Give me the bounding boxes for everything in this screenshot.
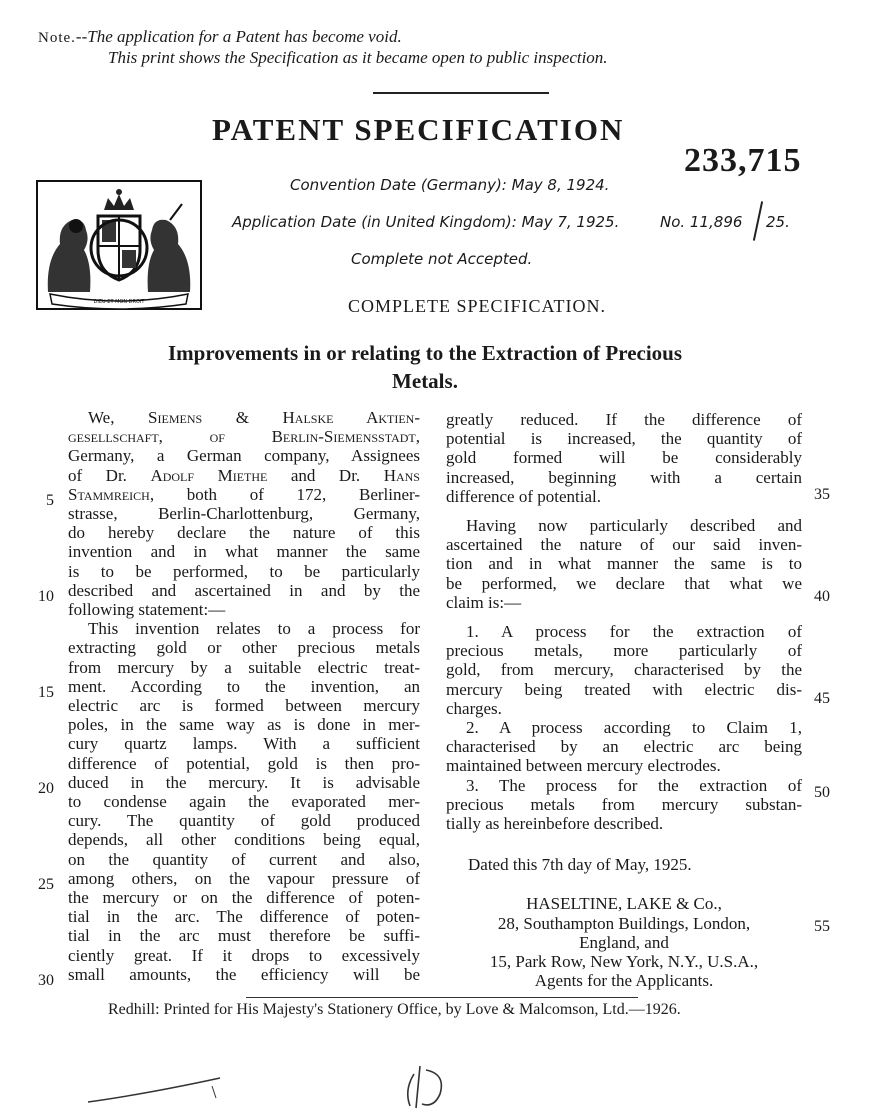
body-line: described and ascertained in and by the xyxy=(68,580,420,600)
royal-crest-icon xyxy=(36,180,202,310)
line-number: 25 xyxy=(38,876,54,893)
body-line: greatly reduced. If the difference of xyxy=(446,410,802,429)
body-line: to condense again the evaporated mer- xyxy=(68,792,420,812)
body-line: tial in the arc must therefore be suffi- xyxy=(68,926,420,946)
body-line: ascertained the nature of our said inven- xyxy=(446,535,802,555)
line-number: 5 xyxy=(46,492,54,509)
application-year: 25. xyxy=(766,213,790,231)
body-line: depends, all other conditions being equal, xyxy=(68,830,420,850)
body-line: from mercury by a suitable electric treat- xyxy=(68,657,420,677)
body-line: ment. According to the invention, an xyxy=(68,676,420,696)
line-number: 35 xyxy=(814,486,830,503)
line-number: 40 xyxy=(814,588,830,605)
body-line: claim is:— xyxy=(446,592,522,612)
note-label: Note. xyxy=(38,30,76,46)
body-line: potential is increased, the quantity of xyxy=(446,429,802,449)
void-note xyxy=(38,26,402,49)
invention-title-line-1: Improvements in or relating to the Extraction of Precious xyxy=(167,341,683,365)
body-line: among others, on the vapour pressure of xyxy=(68,868,420,888)
dated-line: Dated this 7th day of May, 1925. xyxy=(468,855,692,875)
invention-title xyxy=(60,339,790,395)
body-line: tial in the arc. The difference of poten- xyxy=(68,907,420,927)
line-number: 15 xyxy=(38,684,54,701)
claim-line: gold, from mercury, characterised by the xyxy=(446,660,802,680)
application-date: Application Date (in United Kingdom): May 7, 1925. xyxy=(232,213,620,231)
line-number: 20 xyxy=(38,780,54,797)
right-column xyxy=(446,410,802,990)
agent-line: England, and xyxy=(579,932,669,952)
handwritten-mark-icon xyxy=(396,1060,456,1112)
body-line: is to be performed, to be particularly xyxy=(68,561,420,581)
footer-rule xyxy=(246,997,638,998)
agent-line: HASELTINE, LAKE & Co., xyxy=(526,894,722,914)
note-line-1: --The application for a Patent has become void. xyxy=(75,27,402,46)
body-line: poles, in the same way as is done in mer- xyxy=(68,715,420,735)
line-number: 55 xyxy=(814,918,830,935)
body-line: cury quartz lamps. With a sufficient xyxy=(68,734,420,754)
date-slash xyxy=(753,201,763,241)
body-line: Stammreich, both of 172, Berliner- xyxy=(68,484,420,504)
application-number: No. 11,896 xyxy=(660,213,743,231)
body-line: of Dr. Adolf Miethe and Dr. Hans xyxy=(68,465,420,485)
line-number: 10 xyxy=(38,588,54,605)
document-title: PATENT SPECIFICATION xyxy=(212,112,625,147)
body-line: invention and in what manner the same xyxy=(68,542,420,562)
body-line: the mercury or on the difference of poten- xyxy=(68,888,420,908)
claim-line: 2. A process according to Claim 1, xyxy=(466,718,802,738)
pen-stroke-icon xyxy=(86,1072,226,1106)
claim-line: precious metals, more particularly of xyxy=(446,641,802,661)
body-line: electric arc is formed between mercury xyxy=(68,696,420,716)
convention-date: Convention Date (Germany): May 8, 1924. xyxy=(290,176,610,194)
invention-title-line-2: Metals. xyxy=(392,369,458,393)
body-line: We, xyxy=(88,408,149,427)
claim-line: precious metals from mercury substan- xyxy=(446,794,802,814)
claim-line: mercury being treated with electric dis- xyxy=(446,679,802,699)
agent-line: Agents for the Applicants. xyxy=(534,971,714,991)
body-line: on the quantity of current and also, xyxy=(68,849,420,869)
body-line: increased, beginning with a certain xyxy=(446,467,802,487)
crest-motto: DIEU ET MON DROIT xyxy=(93,299,145,305)
claim-line: tially as hereinbefore described. xyxy=(446,814,664,834)
claim-line: charges. xyxy=(446,698,502,718)
applicant-name: Siemens & Halske Aktien- xyxy=(148,408,420,427)
claim-line: characterised by an electric arc being xyxy=(446,737,802,757)
top-rule xyxy=(373,92,549,94)
body-line: gold formed will be considerably xyxy=(446,448,802,468)
body-line: This invention relates to a process for xyxy=(88,619,420,639)
body-line: duced in the mercury. It is advisable xyxy=(68,772,420,792)
body-line: Germany, a German company, Assignees xyxy=(68,446,420,466)
line-number: 50 xyxy=(814,784,830,801)
agent-line: 28, Southampton Buildings, London, xyxy=(497,913,751,933)
left-column xyxy=(68,408,420,984)
claim-line: 3. The process for the extraction of xyxy=(466,775,802,795)
body-line: difference of potential, gold is then pro- xyxy=(68,753,420,773)
body-line: do hereby declare the nature of this xyxy=(68,523,420,543)
line-number: 30 xyxy=(38,972,54,989)
body-line: tion and in what manner the same is to xyxy=(446,554,802,574)
body-line: ciently great. If it drops to excessively xyxy=(68,945,420,965)
body-line: following statement:— xyxy=(68,600,226,620)
claim-line: maintained between mercury electrodes. xyxy=(446,756,721,776)
line-number: 45 xyxy=(814,690,830,707)
printer-footer: Redhill: Printed for His Majesty's Stationery Office, by Love & Malcomson, Ltd.—1926. xyxy=(108,1001,681,1018)
acceptance-status: Complete not Accepted. xyxy=(351,250,533,268)
body-line: cury. The quantity of gold produced xyxy=(68,811,420,831)
claim-line: 1. A process for the extraction of xyxy=(466,622,802,642)
body-line: small amounts, the efficiency will be xyxy=(68,964,420,984)
body-line: gesellschaft, of Berlin-Siemensstadt, xyxy=(68,427,420,447)
agent-line: 15, Park Row, New York, N.Y., U.S.A., xyxy=(489,952,759,972)
patent-number: 233,715 xyxy=(684,142,802,179)
note-line-2: This print shows the Specification as it became open to public inspection. xyxy=(108,48,608,67)
complete-specification-heading: COMPLETE SPECIFICATION. xyxy=(348,296,607,316)
body-line: extracting gold or other precious metals xyxy=(68,638,420,658)
body-line: be performed, we declare that what we xyxy=(446,573,802,593)
body-line: difference of potential. xyxy=(446,486,601,506)
body-line: strasse, Berlin-Charlottenburg, Germany, xyxy=(68,504,420,524)
body-line: Having now particularly described and xyxy=(466,516,802,536)
